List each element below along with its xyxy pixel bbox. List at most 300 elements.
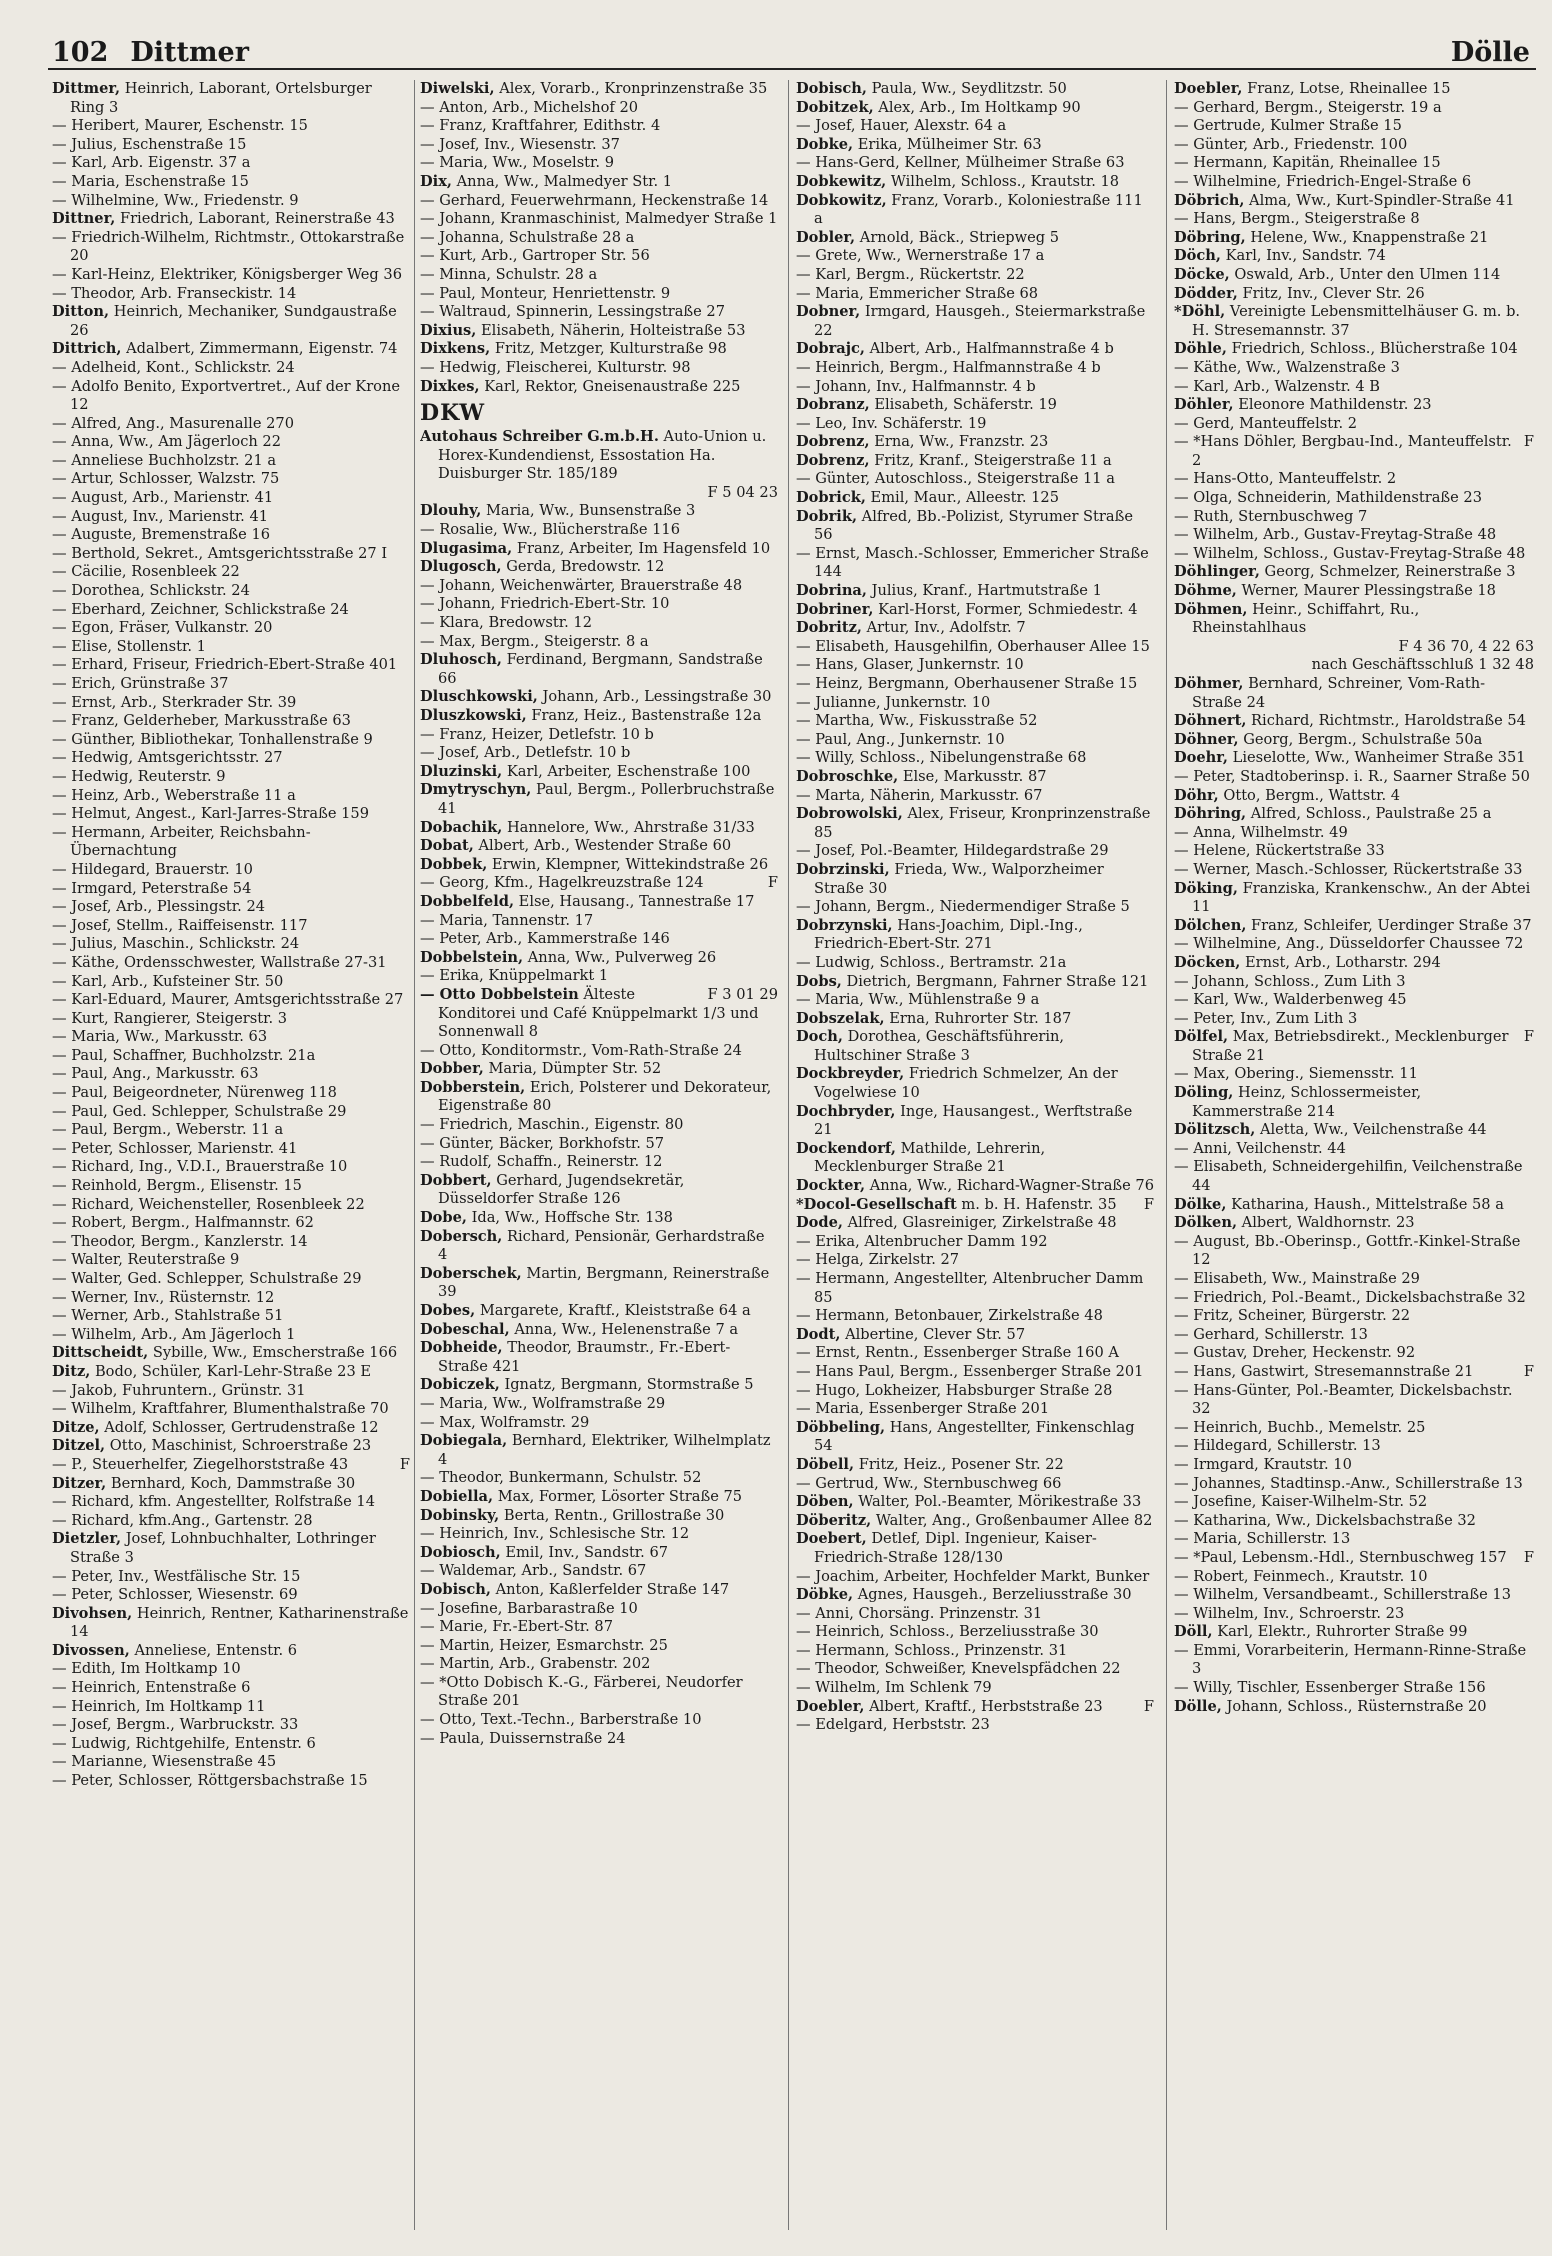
entry-details: — Werner, Inv., Rüsternstr. 12 (52, 1288, 275, 1306)
directory-entry (796, 712, 1154, 731)
directory-entry (1174, 266, 1534, 285)
entry-surname: Döhner, (1174, 730, 1239, 748)
entry-surname: Ditzer, (52, 1474, 107, 1492)
entry-details: — *Otto Dobisch K.-G., Färberei, Neudorfer Straße 201 (420, 1673, 743, 1710)
entry-details: — Theodor, Arb. Franseckistr. 14 (52, 284, 297, 302)
entry-details: Johann, Arb., Lessingstraße 30 (542, 688, 772, 706)
directory-entry (1174, 1363, 1534, 1382)
directory-entry (420, 1321, 778, 1340)
entry-surname: Dode, (796, 1214, 843, 1232)
entry-details: — Edith, Im Holtkamp 10 (52, 1660, 241, 1678)
entry-details: Alex, Friseur, Kronprinzenstraße 85 (814, 805, 1151, 841)
directory-entry (1174, 1512, 1534, 1531)
entry-details: Fritz, Inv., Clever Str. 26 (1242, 284, 1425, 302)
directory-entry (420, 1507, 778, 1526)
entry-details: — Hans, Bergm., Steigerstraße 8 (1174, 210, 1420, 228)
entry-details: — August, Arb., Marienstr. 41 (52, 489, 274, 507)
entry-details: — Paul, Schaffner, Buchholzstr. 21a (52, 1046, 316, 1064)
directory-entry (420, 614, 778, 633)
directory-entry (52, 731, 410, 750)
directory-entry (1174, 1493, 1534, 1512)
directory-entry (52, 545, 410, 564)
directory-entry (796, 1270, 1154, 1307)
directory-entry (52, 1103, 410, 1122)
entry-details: — Willy, Tischler, Essenberger Straße 156 (1174, 1679, 1486, 1697)
column-4 (1174, 80, 1534, 2240)
directory-entry (52, 694, 410, 713)
directory-entry (420, 633, 778, 652)
directory-entry (796, 452, 1154, 471)
directory-entry (52, 601, 410, 620)
entry-details: Alex, Vorarb., Kronprinzenstraße 35 (499, 80, 768, 97)
entry-surname: Dittscheidt, (52, 1344, 149, 1362)
entry-details: Berta, Rentn., Grillostraße 30 (503, 1506, 725, 1524)
directory-entry (420, 117, 778, 136)
entry-surname: Dixkes, (420, 377, 480, 395)
directory-entry (52, 1586, 410, 1605)
directory-entry (52, 1382, 410, 1401)
entry-details: Artur, Inv., Adolfstr. 7 (866, 619, 1026, 637)
entry-details: — Theodor, Bunkermann, Schulstr. 52 (420, 1469, 702, 1487)
entry-details: — Wilhelm, Inv., Schroerstr. 23 (1174, 1604, 1405, 1622)
page-number: 102 (52, 37, 109, 68)
directory-entry (52, 935, 410, 954)
directory-entry (1174, 917, 1534, 936)
entry-surname: Dobrenz, (796, 451, 870, 469)
directory-entry (796, 285, 1154, 304)
entry-details: — Olga, Schneiderin, Mathildenstraße 23 (1174, 489, 1483, 507)
entry-surname: Autohaus Schreiber G.m.b.H. (420, 428, 659, 446)
phone-marker: F (1143, 1697, 1154, 1715)
directory-entry (796, 266, 1154, 285)
directory-entry (1174, 935, 1534, 954)
entry-surname: Dlouhy, (420, 502, 482, 520)
entry-details: — Wilhelmine, Ang., Düsseldorfer Chaussee 72 (1174, 935, 1524, 953)
entry-surname: Dobiosch, (420, 1543, 501, 1561)
entry-details: — Theodor, Bergm., Kanzlerstr. 14 (52, 1232, 308, 1250)
entry-details: Dorothea, Geschäftsführerin, Hultschiner Straße 3 (814, 1028, 1065, 1064)
directory-entry (420, 1562, 778, 1581)
entry-surname: Dobachik, (420, 818, 503, 836)
entry-details: — Wilhelmine, Ww., Friedenstr. 9 (52, 191, 299, 209)
entry-details: Dietrich, Bergmann, Fahrner Straße 121 (846, 972, 1149, 990)
directory-entry (796, 136, 1154, 155)
entry-surname: Dobritz, (796, 619, 862, 637)
directory-entry (52, 656, 410, 675)
entry-surname: Doebler, (796, 1697, 865, 1715)
entry-details: Friedrich, Laborant, Reinerstraße 43 (119, 210, 395, 228)
entry-details: — Franz, Kraftfahrer, Edithstr. 4 (420, 117, 661, 135)
entry-details: — Johann, Weichenwärter, Brauerstraße 48 (420, 576, 743, 594)
entry-details: Otto, Maschinist, Schroerstraße 23 (109, 1437, 372, 1455)
directory-entry (420, 1395, 778, 1414)
entry-details: — Ernst, Masch.-Schlosser, Emmericher Straße 144 (796, 544, 1149, 581)
entry-details: — Paula, Duissernstraße 24 (420, 1729, 626, 1747)
directory-entry (420, 285, 778, 304)
entry-details: Hans-Joachim, Dipl.-Ing., Friedrich-Ebert-Str. 271 (814, 916, 1083, 953)
directory-entry (52, 210, 410, 229)
entry-details: Alma, Ww., Kurt-Spindler-Straße 41 (1249, 191, 1515, 209)
directory-entry (796, 1010, 1154, 1029)
entry-details: Frieda, Ww., Walporzheimer Straße 30 (814, 860, 1104, 897)
entry-details: — Josefine, Kaiser-Wilhelm-Str. 52 (1174, 1493, 1428, 1511)
directory-entry (52, 1214, 410, 1233)
entry-surname: Dobrajc, (796, 340, 865, 358)
entry-details: Georg, Schmelzer, Reinerstraße 3 (1264, 563, 1516, 581)
directory-entry (420, 930, 778, 949)
entry-surname: Döhmen, (1174, 600, 1248, 618)
entry-details: — Josef, Bergm., Warbruckstr. 33 (52, 1716, 299, 1734)
entry-details: — Werner, Masch.-Schlosser, Rückertstraße 33 (1174, 860, 1523, 878)
column-2 (420, 80, 778, 2240)
entry-details: Paul, Bergm., Pollerbruchstraße 41 (438, 781, 775, 817)
entry-details: — Gertrud, Ww., Sternbuschweg 66 (796, 1474, 1062, 1492)
entry-details: — Joachim, Arbeiter, Hochfelder Markt, Bunker (796, 1567, 1150, 1585)
directory-entry (1174, 1679, 1534, 1698)
directory-entry (796, 1028, 1154, 1065)
directory-entry (52, 1363, 410, 1382)
entry-surname: Dobke, (796, 135, 854, 153)
entry-details: — Franz, Heizer, Detlefstr. 10 b (420, 725, 654, 743)
entry-details: — Maria, Emmericher Straße 68 (796, 284, 1039, 302)
entry-details: — Otto, Text.-Techn., Barberstraße 10 (420, 1711, 702, 1729)
entry-details: — Johann, Friedrich-Ebert-Str. 10 (420, 595, 670, 613)
entry-details: Else, Markusstr. 87 (902, 767, 1047, 785)
entry-details: — Gustav, Dreher, Heckenstr. 92 (1174, 1344, 1416, 1362)
entry-details: Anton, Kaßlerfelder Straße 147 (495, 1580, 730, 1598)
entry-details: Maria, Dümpter Str. 52 (488, 1060, 662, 1078)
directory-entry (52, 1251, 410, 1270)
directory-entry (1174, 787, 1534, 806)
directory-entry (796, 229, 1154, 248)
entry-surname: Dockter, (796, 1177, 866, 1195)
directory-entry (52, 675, 410, 694)
directory-entry (1174, 340, 1534, 359)
phone-number: F 5 04 23 (707, 483, 778, 501)
entry-details: — Heinrich, Bergm., Halfmannstraße 4 b (796, 358, 1101, 376)
entry-details: — Marie, Fr.-Ebert-Str. 87 (420, 1618, 613, 1636)
entry-details: Alfred, Bb.-Polizist, Styrumer Straße 56 (814, 507, 1133, 544)
directory-entry (796, 359, 1154, 378)
directory-entry (52, 1196, 410, 1215)
entry-surname: *Döhl, (1174, 303, 1226, 321)
directory-entry (52, 898, 410, 917)
entry-surname: Döling, (1174, 1084, 1234, 1102)
directory-entry (1174, 1326, 1534, 1345)
entry-details: Franziska, Krankenschw., An der Abtei 11 (1192, 879, 1531, 916)
entry-details: — Heinrich, Inv., Schlesische Str. 12 (420, 1525, 690, 1543)
directory-entry (52, 917, 410, 936)
entry-details: Margarete, Kraftf., Kleiststraße 64 a (479, 1302, 751, 1319)
entry-details: — Otto, Konditormstr., Vom-Rath-Straße 24 (420, 1041, 742, 1059)
entry-details: Lieselotte, Ww., Wanheimer Straße 351 (1232, 749, 1526, 767)
directory-entry (420, 1730, 778, 1749)
entry-details: — Cäcilie, Rosenbleek 22 (52, 563, 240, 581)
entry-surname: Dobeschal, (420, 1320, 510, 1338)
directory-entry (796, 582, 1154, 601)
entry-details: — Gerhard, Bergm., Steigerstr. 19 a (1174, 98, 1442, 116)
directory-entry (52, 526, 410, 545)
entry-surname: Ditze, (52, 1418, 100, 1436)
entry-details: — Walter, Reuterstraße 9 (52, 1251, 240, 1269)
directory-entry (420, 1376, 778, 1395)
directory-entry (796, 80, 1154, 99)
directory-entry (1174, 1586, 1534, 1605)
entry-surname: Dobler, (796, 228, 856, 246)
directory-entry (52, 712, 410, 731)
directory-entry (1174, 396, 1534, 415)
directory-entry (420, 502, 778, 521)
directory-entry (52, 378, 410, 415)
entry-details: — Maria, Ww., Moselstr. 9 (420, 154, 614, 172)
phone-marker: F (399, 1455, 410, 1473)
entry-details: — Irmgard, Krautstr. 10 (1174, 1455, 1352, 1473)
directory-entry (420, 378, 778, 397)
entry-details: — Hans, Glaser, Junkernstr. 10 (796, 656, 1024, 674)
entry-details: Erwin, Klempner, Wittekindstraße 26 (491, 855, 769, 873)
directory-entry (420, 1525, 778, 1544)
entry-details: Heinrich, Rentner, Katharinenstraße 14 (70, 1604, 409, 1641)
directory-entry (1174, 359, 1534, 378)
entry-surname: Döhlinger, (1174, 563, 1260, 581)
directory-entry (796, 954, 1154, 973)
directory-entry (796, 1456, 1154, 1475)
directory-entry (420, 1172, 778, 1209)
directory-entry (52, 452, 410, 471)
entry-details: — Wilhelmine, Friedrich-Engel-Straße 6 (1174, 172, 1472, 190)
directory-entry (52, 1326, 410, 1345)
directory-entry (52, 1475, 410, 1494)
entry-surname: Döhr, (1174, 786, 1219, 804)
entry-surname: Dobbek, (420, 855, 488, 873)
directory-entry (420, 1674, 778, 1711)
directory-entry (420, 192, 778, 211)
directory-entry (1174, 1568, 1534, 1587)
directory-entry (1174, 861, 1534, 880)
entry-details: — Johann, Kranmaschinist, Malmedyer Straße 1 (420, 210, 778, 228)
entry-details: — Karl, Arb. Eigenstr. 37 a (52, 154, 251, 172)
directory-entry (1174, 1214, 1534, 1233)
column-divider (1166, 80, 1167, 2230)
entry-details: Ignatz, Bergmann, Stormstraße 5 (504, 1376, 754, 1394)
entry-details: — Helmut, Angest., Karl-Jarres-Straße 159 (52, 805, 369, 823)
entry-surname: Divohsen, (52, 1604, 133, 1622)
entry-surname: Dobs, (796, 972, 842, 990)
entry-details: — Käthe, Ordensschwester, Wallstraße 27-31 (52, 953, 387, 971)
entry-details: Albert, Kraftf., Herbststraße 23 (869, 1697, 1103, 1715)
directory-entry (52, 340, 410, 359)
directory-entry (420, 707, 778, 726)
entry-details: — Kurt, Rangierer, Steigerstr. 3 (52, 1009, 288, 1027)
entry-details: — Ernst, Rentn., Essenberger Straße 160 A (796, 1344, 1119, 1362)
entry-details: Katharina, Haush., Mittelstraße 58 a (1231, 1195, 1504, 1213)
entry-details: — Maria, Ww., Mühlenstraße 9 a (796, 991, 1040, 1009)
entry-details: — Max, Bergm., Steigerstr. 8 a (420, 632, 649, 650)
phone-number-after-hours: nach Geschäftsschluß 1 32 48 (1311, 656, 1534, 674)
entry-surname: Dockendorf, (796, 1139, 896, 1157)
entry-details: — Karl-Eduard, Maurer, Amtsgerichtsstraße 27 (52, 991, 404, 1009)
directory-entry (52, 415, 410, 434)
entry-details: — Paul, Ang., Junkernstr. 10 (796, 730, 1005, 748)
entry-details: — Leo, Inv. Schäferstr. 19 (796, 414, 987, 432)
entry-details: Richard, Richtmstr., Haroldstraße 54 (1251, 712, 1526, 730)
entry-surname: Dölke, (1174, 1195, 1227, 1213)
directory-entry (420, 1600, 778, 1619)
entry-details: Fritz, Heiz., Posener Str. 22 (858, 1455, 1064, 1473)
directory-entry (796, 415, 1154, 434)
entry-details: — Waltraud, Spinnerin, Lessingstraße 27 (420, 303, 725, 321)
directory-entry (420, 1060, 778, 1079)
directory-entry (1174, 1475, 1534, 1494)
entry-details: — Grete, Ww., Wernerstraße 17 a (796, 247, 1045, 265)
directory-entry (52, 1177, 410, 1196)
entry-details: — Wilhelm, Arb., Am Jägerloch 1 (52, 1325, 296, 1343)
entry-details: — Hans, Gastwirt, Stresemannstraße 21 (1174, 1362, 1474, 1380)
directory-entry (796, 1568, 1154, 1587)
entry-details: Anna, Ww., Pulverweg 26 (527, 948, 717, 966)
directory-entry (52, 1772, 410, 1791)
entry-details: — Walter, Ged. Schlepper, Schulstraße 29 (52, 1270, 362, 1287)
entry-details: — Martin, Heizer, Esmarchstr. 25 (420, 1636, 668, 1654)
directory-entry (420, 173, 778, 192)
directory-entry (420, 763, 778, 782)
entry-details: — Paul, Beigeordneter, Nürenweg 118 (52, 1084, 337, 1102)
directory-entry (1174, 545, 1534, 564)
directory-entry (796, 1512, 1154, 1531)
entry-details: Adalbert, Zimmermann, Eigenstr. 74 (126, 340, 398, 358)
directory-entry (796, 117, 1154, 136)
entry-details: — Hedwig, Amtsgerichtsstr. 27 (52, 749, 283, 767)
entry-details: — Gerhard, Feuerwehrmann, Heckenstraße 14 (420, 191, 769, 209)
directory-entry (52, 861, 410, 880)
entry-surname: Döbell, (796, 1455, 855, 1473)
directory-entry (1174, 675, 1534, 712)
entry-details: — Günter, Bäcker, Borkhofstr. 57 (420, 1134, 665, 1152)
entry-details: — *Paul, Lebensm.-Hdl., Sternbuschweg 157 (1174, 1548, 1507, 1566)
directory-entry (796, 1605, 1154, 1624)
directory-entry (1174, 1010, 1534, 1029)
directory-entry (1174, 731, 1534, 750)
directory-entry (52, 508, 410, 527)
entry-details: — Johanna, Schulstraße 28 a (420, 228, 635, 246)
directory-entry (1174, 1196, 1534, 1215)
column-1 (52, 80, 410, 2240)
entry-details: Hans, Angestellter, Finkenschlag 54 (814, 1418, 1135, 1455)
directory-entry (420, 651, 778, 688)
entry-details: — Martin, Arb., Grabenstr. 202 (420, 1655, 651, 1673)
entry-surname: Dobber, (420, 1060, 484, 1078)
entry-details: Älteste Konditorei und Café Knüppelmarkt 1/3 und Sonnenwall 8 (438, 985, 759, 1041)
entry-details: Friedrich Schmelzer, An der Vogelwiese 10 (814, 1065, 1118, 1102)
entry-surname: Dödder, (1174, 284, 1238, 302)
directory-entry (420, 1581, 778, 1600)
entry-surname: Döbke, (796, 1586, 854, 1604)
entry-details: — Anni, Chorsäng. Prinzenstr. 31 (796, 1604, 1043, 1622)
entry-surname: Dobrenz, (796, 433, 870, 451)
entry-surname: Döbrich, (1174, 191, 1245, 209)
section-heading: DKW (420, 400, 486, 427)
entry-details: — Ludwig, Schloss., Bertramstr. 21a (796, 953, 1067, 971)
entry-details: Franz, Vorarb., Koloniestraße 111 a (814, 191, 1143, 228)
directory-entry (1174, 954, 1534, 973)
directory-entry (52, 638, 410, 657)
directory-entry (52, 1158, 410, 1177)
entry-details: Karl, Rektor, Gneisenaustraße 225 (484, 377, 741, 395)
directory-entry (420, 1711, 778, 1730)
directory-entry (796, 1382, 1154, 1401)
entry-details: — Wilhelm, Arb., Gustav-Freytag-Straße 48 (1174, 526, 1497, 544)
directory-entry (1174, 1065, 1534, 1084)
entry-details: — Peter, Schlosser, Marienstr. 41 (52, 1139, 298, 1157)
entry-details: — Maria, Essenberger Straße 201 (796, 1400, 1050, 1418)
entry-details: Karl, Elektr., Ruhrorter Straße 99 (1217, 1623, 1468, 1641)
entry-details: — Elise, Stollenstr. 1 (52, 637, 206, 655)
entry-details: — Heribert, Maurer, Eschenstr. 15 (52, 117, 308, 135)
directory-entry (52, 1437, 410, 1456)
directory-entry (1174, 229, 1534, 248)
directory-entry (796, 694, 1154, 713)
entry-details: Fritz, Kranf., Steigerstraße 11 a (874, 451, 1112, 469)
directory-entry (420, 1488, 778, 1507)
directory-entry (420, 322, 778, 341)
entry-details: Ferdinand, Bergmann, Sandstraße 66 (438, 651, 763, 687)
header-left-word: Dittmer (130, 37, 249, 68)
entry-details: Vereinigte Lebensmittelhäuser G. m. b. H. Stresemannstr. 37 (1192, 303, 1521, 339)
entry-details: Heinz, Schlossermeister, Kammerstraße 214 (1192, 1084, 1422, 1120)
directory-entry (1174, 99, 1534, 118)
entry-details: Heinr., Schiffahrt, Ru., Rheinstahlhaus (1192, 600, 1420, 637)
directory-entry (1174, 415, 1534, 434)
entry-details: Inge, Hausangest., Werftstraße 21 (814, 1102, 1133, 1139)
column-divider (414, 80, 415, 2230)
directory-entry (1174, 601, 1534, 675)
entry-surname: Dobbelstein, (420, 948, 524, 966)
entry-details: — August, Inv., Marienstr. 41 (52, 507, 269, 525)
entry-details: — Ludwig, Richtgehilfe, Entenstr. 6 (52, 1734, 316, 1752)
directory-entry (52, 1344, 410, 1363)
entry-details: — Wilhelm, Versandbeamt., Schillerstraße 13 (1174, 1586, 1511, 1604)
entry-surname: Döberitz, (796, 1511, 872, 1529)
entry-surname: Dobrowolski, (796, 805, 903, 823)
entry-details: — Johann, Bergm., Niedermendiger Straße 5 (796, 898, 1130, 916)
directory-entry (796, 1400, 1154, 1419)
directory-entry (1174, 1642, 1534, 1679)
entry-surname: Döhle, (1174, 340, 1227, 358)
directory-entry (1174, 285, 1534, 304)
directory-entry (796, 396, 1154, 415)
directory-entry (52, 991, 410, 1010)
entry-details: — Wilhelm, Schloss., Gustav-Freytag-Straße 48 (1174, 544, 1526, 562)
directory-entry (1174, 1121, 1534, 1140)
entry-details: Detlef, Dipl. Ingenieur, Kaiser-Friedrich-Straße 128/130 (814, 1530, 1097, 1566)
directory-entry (52, 1512, 410, 1531)
entry-surname: Doberschek, (420, 1264, 522, 1282)
entry-surname: Dölle, (1174, 1697, 1222, 1715)
directory-entry (52, 1121, 410, 1140)
entry-details: — Karl, Ww., Walderbenweg 45 (1174, 991, 1407, 1009)
entry-details: — Minna, Schulstr. 28 a (420, 265, 598, 283)
entry-details: — Reinhold, Bergm., Elisenstr. 15 (52, 1177, 302, 1195)
directory-entry (420, 1135, 778, 1154)
entry-details: — Josef, Arb., Detlefstr. 10 b (420, 744, 631, 762)
entry-surname: Dixius, (420, 321, 477, 339)
directory-entry (796, 1140, 1154, 1177)
entry-details: — Werner, Arb., Stahlstraße 51 (52, 1307, 284, 1325)
entry-details: — Karl, Bergm., Rückertstr. 22 (796, 265, 1025, 283)
entry-details: — Maria, Ww., Markusstr. 63 (52, 1028, 268, 1046)
directory-entry (1174, 1289, 1534, 1308)
directory-entry (1174, 136, 1534, 155)
